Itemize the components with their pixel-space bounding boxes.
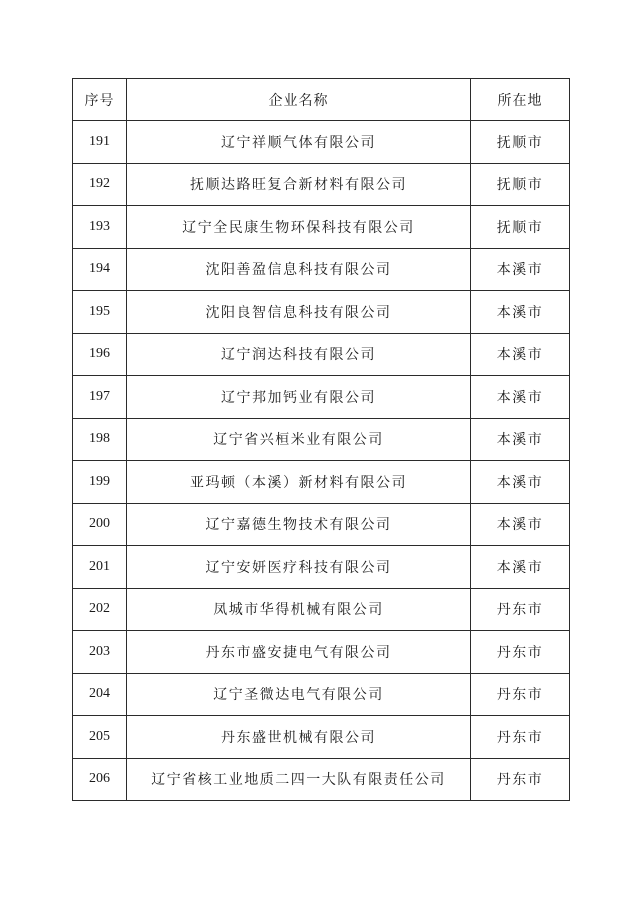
company-name: 凤城市华得机械有限公司 [127,588,471,631]
company-name: 沈阳良智信息科技有限公司 [127,291,471,334]
location: 丹东市 [471,758,570,801]
table-row [73,631,570,674]
company-name: 辽宁邦加钙业有限公司 [127,376,471,419]
location: 丹东市 [471,673,570,716]
location: 本溪市 [471,248,570,291]
location: 本溪市 [471,291,570,334]
table-row [73,291,570,334]
table-row [73,163,570,206]
location: 本溪市 [471,503,570,546]
location: 本溪市 [471,546,570,589]
row-number: 202 [73,588,127,631]
header-company-name: 企业名称 [127,79,471,121]
location: 抚顺市 [471,163,570,206]
company-name: 辽宁全民康生物环保科技有限公司 [127,206,471,249]
table-row [73,461,570,504]
table-header-row [73,79,570,121]
row-number: 201 [73,546,127,589]
location: 本溪市 [471,461,570,504]
table-row [73,418,570,461]
row-number: 195 [73,291,127,334]
table-body [73,121,570,801]
location: 本溪市 [471,376,570,419]
header-location: 所在地 [471,79,570,121]
table-row [73,758,570,801]
company-name: 丹东市盛安捷电气有限公司 [127,631,471,674]
company-name: 辽宁祥顺气体有限公司 [127,121,471,164]
row-number: 198 [73,418,127,461]
location: 本溪市 [471,333,570,376]
table-row [73,333,570,376]
row-number: 206 [73,758,127,801]
row-number: 192 [73,163,127,206]
row-number: 197 [73,376,127,419]
company-name: 辽宁省兴桓米业有限公司 [127,418,471,461]
table-row [73,248,570,291]
location: 丹东市 [471,716,570,759]
table-row [73,206,570,249]
row-number: 193 [73,206,127,249]
table-row [73,376,570,419]
table-row [73,546,570,589]
table-row [73,716,570,759]
company-name: 辽宁省核工业地质二四一大队有限责任公司 [127,758,471,801]
table-row [73,673,570,716]
row-number: 194 [73,248,127,291]
company-name: 辽宁嘉德生物技术有限公司 [127,503,471,546]
row-number: 204 [73,673,127,716]
company-name: 辽宁润达科技有限公司 [127,333,471,376]
company-name: 丹东盛世机械有限公司 [127,716,471,759]
row-number: 199 [73,461,127,504]
location: 本溪市 [471,418,570,461]
table-row [73,588,570,631]
company-name: 辽宁圣微达电气有限公司 [127,673,471,716]
company-name: 辽宁安妍医疗科技有限公司 [127,546,471,589]
company-name: 抚顺达路旺复合新材料有限公司 [127,163,471,206]
row-number: 205 [73,716,127,759]
location: 抚顺市 [471,121,570,164]
row-number: 196 [73,333,127,376]
location: 抚顺市 [471,206,570,249]
table-row [73,121,570,164]
row-number: 203 [73,631,127,674]
company-name: 沈阳善盈信息科技有限公司 [127,248,471,291]
table-row [73,503,570,546]
row-number: 200 [73,503,127,546]
header-no: 序号 [73,79,127,121]
location: 丹东市 [471,588,570,631]
company-name: 亚玛顿（本溪）新材料有限公司 [127,461,471,504]
company-table [72,78,570,801]
row-number: 191 [73,121,127,164]
location: 丹东市 [471,631,570,674]
